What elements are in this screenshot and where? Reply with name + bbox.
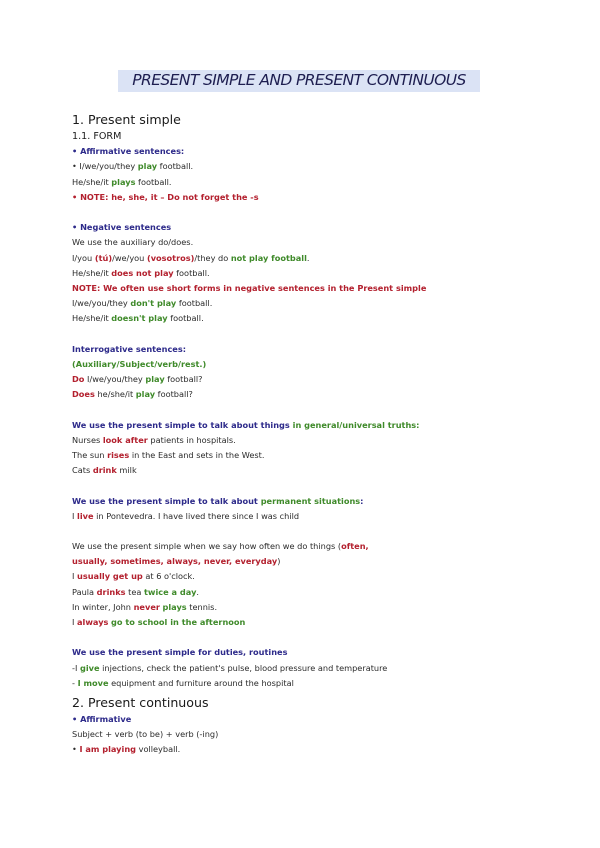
- negative-line-1: We use the auxiliary do/does.: [72, 237, 194, 248]
- frequency-line-4: Paula drinks tea twice a day.: [72, 586, 200, 597]
- frequency-line-3: I usually get up at 6 o'clock.: [72, 571, 195, 582]
- continuous-line-1: Subject + verb (to be) + verb (-ing): [72, 729, 219, 740]
- interrogative-label: Interrogative sentences:: [72, 343, 186, 354]
- frequency-line-2: usually, sometimes, always, never, everyday): [72, 556, 281, 567]
- interrogative-line-1: Do I/we/you/they play football?: [72, 374, 203, 384]
- duties-label: We use the present simple for duties, routines: [72, 647, 288, 658]
- document-body: [72, 110, 572, 758]
- affirmative-example-2: He/she/it plays football.: [72, 176, 172, 187]
- permanent-label: We use the present simple to talk about permanent situations:: [72, 495, 364, 506]
- negative-note: NOTE: We often use short forms in negative sentences in the Present simple: [72, 282, 427, 293]
- duties-line-1: -I give injections, check the patient's pulse, blood pressure and temperature: [72, 662, 388, 673]
- interrogative-pattern: (Auxiliary/Subject/verb/rest.): [72, 358, 207, 369]
- general-line-1: Nurses look after patients in hospitals.: [72, 434, 236, 445]
- permanent-line-1: I live in Pontevedra. I have lived there since I was child: [72, 510, 300, 521]
- interrogative-line-2: Does he/she/it play football?: [72, 389, 193, 400]
- negative-label: • Negative sentences: [72, 222, 172, 233]
- duties-line-2: - I move equipment and furniture around the hospital: [72, 677, 294, 688]
- continuous-affirmative-label: • Affirmative: [72, 713, 132, 724]
- negative-line-4: I/we/you/they don't play football.: [72, 298, 213, 309]
- negative-line-5: He/she/it doesn't play football.: [72, 313, 204, 324]
- frequency-line-1: We use the present simple when we say how often we do things (often,: [72, 541, 369, 552]
- frequency-line-6: I always go to school in the afternoon: [72, 617, 246, 627]
- general-truths-label: We use the present simple to talk about things in general/universal truths:: [72, 419, 420, 430]
- general-line-2: The sun rises in the East and sets in the West.: [72, 449, 265, 460]
- subheading-form: 1.1. FORM: [72, 131, 122, 142]
- section-heading-present-continuous: 2. Present continuous: [72, 694, 209, 710]
- general-line-3: Cats drink milk: [72, 465, 137, 476]
- negative-line-2: I/you (tú)/we/you (vosotros)/they do not play football.: [72, 252, 310, 263]
- frequency-line-5: In winter, John never plays tennis.: [72, 601, 218, 612]
- affirmative-example-1: • I/we/you/they play football.: [72, 161, 194, 172]
- affirmative-note: • NOTE: he, she, it – Do not forget the -s: [72, 191, 259, 202]
- continuous-line-2: • I am playing volleyball.: [72, 744, 181, 755]
- section-heading-present-simple: 1. Present simple: [72, 112, 181, 127]
- title-highlight: [118, 70, 480, 92]
- page-title: PRESENT SIMPLE AND PRESENT CONTINUOUS: [132, 71, 466, 89]
- affirmative-label: • Affirmative sentences:: [72, 146, 185, 157]
- negative-line-3: He/she/it does not play football.: [72, 267, 210, 278]
